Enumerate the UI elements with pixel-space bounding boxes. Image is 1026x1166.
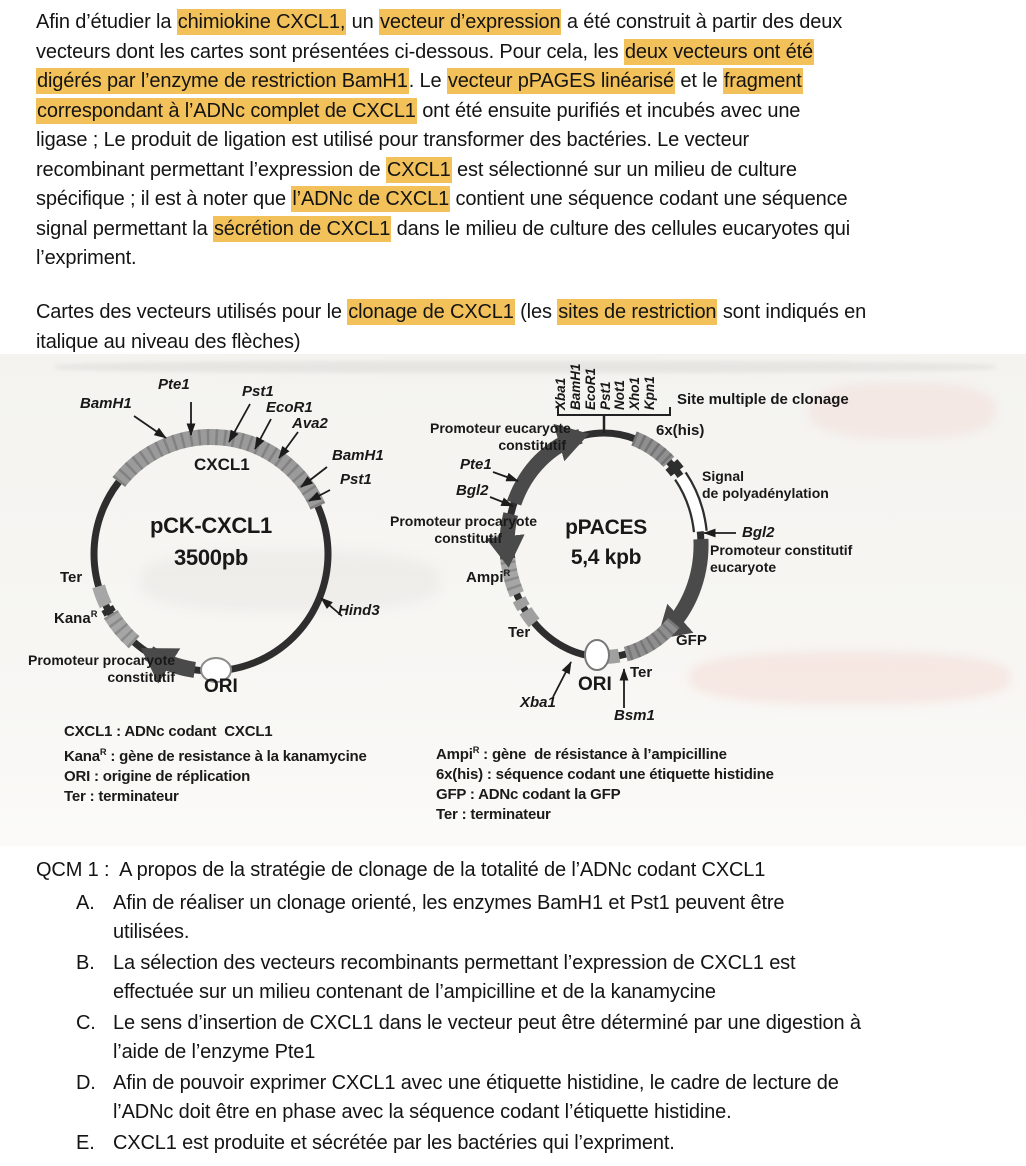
option-letter: E. xyxy=(76,1132,95,1154)
text-segment: Kana xyxy=(64,748,100,765)
highlighted-text: fragment xyxy=(723,70,802,92)
junction-tick xyxy=(671,465,677,472)
signal-line-1: Signal xyxy=(702,468,745,484)
highlighted-text: sécrétion de CXCL1 xyxy=(213,217,391,240)
text-segment: spécifique ; il est à noter que xyxy=(36,188,292,210)
feature-label-ter-bottom: Ter xyxy=(630,664,653,681)
feature-label-ori: ORI xyxy=(204,676,238,697)
feature-label-his-tag: 6x(his) xyxy=(656,422,705,439)
text-segment: signal permettant la xyxy=(36,217,213,240)
junction-tick xyxy=(107,608,110,613)
pointer-ava2 xyxy=(279,432,298,458)
feature-label-prokaryotic-promoter xyxy=(28,652,175,685)
text-line: l’ADNc doit être en phase avec la séquence codant l’étiquette histidine. xyxy=(113,1101,732,1123)
highlighted-text: CXCL1 xyxy=(386,158,451,181)
ori-notch xyxy=(585,640,609,670)
option-text xyxy=(113,889,988,947)
mcs-site-pst1: Pst1 xyxy=(598,381,613,410)
option-text xyxy=(113,1009,988,1067)
feature-label-polya-signal xyxy=(702,468,829,501)
text-line: La sélection des vecteurs recombinants permettant l’expression de CXCL1 est xyxy=(113,952,796,974)
highlighted-text: vecteur d’expression xyxy=(380,11,561,33)
text-line: l’aide de l’enzyme Pte1 xyxy=(113,1041,316,1063)
highlighted-text: deux vecteurs ont été xyxy=(624,40,813,63)
mcs-site-kpn1: Kpn1 xyxy=(642,376,657,410)
option-letter: A. xyxy=(76,892,95,914)
text-line xyxy=(436,805,916,825)
terminator-left-segment xyxy=(526,611,535,623)
text-line xyxy=(36,156,988,186)
mcs-site-labels xyxy=(553,363,657,411)
mcs-site-not1: Not1 xyxy=(612,380,627,410)
qcm-section xyxy=(36,856,988,1160)
figure-caption xyxy=(36,297,1001,357)
site-label-ecor1: EcoR1 xyxy=(266,399,313,416)
promoter-line-2: constitutif xyxy=(434,529,502,546)
text-line xyxy=(36,327,1001,357)
text-segment: R xyxy=(99,747,107,757)
site-label-ava2: Ava2 xyxy=(292,415,328,432)
site-label-bamh1-right: BamH1 xyxy=(332,447,384,464)
text-segment: : gène de résistance à l’ampicilline xyxy=(479,746,727,763)
text-line xyxy=(36,126,988,156)
text-line: utilisées. xyxy=(113,921,190,943)
text-segment: Kana xyxy=(54,610,91,627)
left-plasmid-legend xyxy=(64,722,424,807)
text-segment: a été construit à partir des deux xyxy=(561,11,843,33)
text-line: effectuée sur un milieu contenant de l’ampicilline et de la kanamycine xyxy=(113,981,716,1003)
text-segment: GFP : ADNc codant la GFP xyxy=(436,786,621,803)
text-line xyxy=(36,185,988,215)
text-segment: contient une séquence codant une séquence xyxy=(450,188,848,210)
text-segment: est sélectionné sur un milieu de culture xyxy=(451,158,797,181)
text-line xyxy=(436,765,916,785)
text-line xyxy=(436,785,916,805)
pointer-xba1 xyxy=(553,662,571,697)
text-segment: (les xyxy=(514,301,558,323)
text-segment: Ter : terminateur xyxy=(64,788,179,805)
option-letter: C. xyxy=(76,1012,96,1034)
text-segment: vecteurs dont les cartes sont présentées ci-dessous. Pour cela, les xyxy=(36,40,624,63)
right-plasmid-legend xyxy=(436,740,916,825)
small-gray-segment xyxy=(519,599,524,607)
site-label-bgl2-left: Bgl2 xyxy=(456,482,489,499)
site-label-pst1-top: Pst1 xyxy=(242,383,274,400)
promoter-line-1: Promoteur procaryote xyxy=(390,513,538,529)
promoter-line-2: eucaryote xyxy=(710,558,777,575)
text-segment: Afin d’étudier la xyxy=(36,11,177,33)
qcm-option-e xyxy=(76,1129,988,1158)
text-segment: et le xyxy=(675,70,723,92)
pointer-bamh1-left xyxy=(134,416,166,438)
feature-label-ter: Ter xyxy=(60,569,83,586)
text-segment: dans le milieu de culture des cellules eucaryotes qui xyxy=(391,217,851,240)
promoter-line-1: Promoteur procaryote xyxy=(28,652,176,668)
feature-label-prokaryotic-promoter xyxy=(390,513,538,546)
mcs-title: Site multiple de clonage xyxy=(677,391,849,408)
text-line: Afin de réaliser un clonage orienté, les enzymes BamH1 et Pst1 peuvent être xyxy=(113,892,785,914)
option-text xyxy=(113,1069,988,1127)
option-letter: D. xyxy=(76,1072,96,1094)
feature-label-ori: ORI xyxy=(578,674,612,695)
terminator-segment xyxy=(99,586,106,605)
text-line xyxy=(36,215,988,245)
text-segment: recombinant permettant l’expression de xyxy=(36,158,386,181)
qcm-title: QCM 1 : A propos de la stratégie de clonage de la totalité de l’ADNc codant CXCL1 xyxy=(36,859,766,881)
text-segment: Ampi xyxy=(436,746,473,763)
text-segment: l’expriment. xyxy=(36,247,137,269)
qcm-option-a xyxy=(76,889,988,947)
qcm-option-d xyxy=(76,1069,988,1127)
intro-paragraph xyxy=(36,8,988,274)
text-line xyxy=(36,38,988,68)
highlighted-text: l’ADNc de CXCL1 xyxy=(292,188,450,210)
text-segment: ligase ; Le produit de ligation est utilisé pour transformer des bactéries. Le vecteur xyxy=(36,129,750,151)
signal-line-2: de polyadénylation xyxy=(702,484,829,501)
text-segment: R xyxy=(90,609,98,619)
feature-label-gfp: GFP xyxy=(676,632,707,649)
highlighted-text: sites de restriction xyxy=(558,301,717,323)
text-segment: R xyxy=(503,568,511,578)
mcs-site-xho1: Xho1 xyxy=(627,376,642,410)
qcm-option-b xyxy=(76,949,988,1007)
text-line xyxy=(64,767,424,787)
text-line xyxy=(436,740,916,765)
feature-label-ampi xyxy=(466,568,510,587)
site-label-hind3: Hind3 xyxy=(338,602,380,619)
site-label-bamh1-left: BamH1 xyxy=(80,395,132,412)
text-segment: . Le xyxy=(408,70,447,92)
site-label-xba1: Xba1 xyxy=(520,694,556,711)
site-label-pst1-right: Pst1 xyxy=(340,471,372,488)
highlighted-text: clonage de CXCL1 xyxy=(348,301,514,323)
option-text xyxy=(113,1129,988,1158)
option-letter: B. xyxy=(76,952,95,974)
text-line xyxy=(64,742,424,767)
text-segment: Ter : terminateur xyxy=(436,806,551,823)
mcs-site-xba1: Xba1 xyxy=(553,377,568,410)
highlighted-text: digérés par l’enzyme de restriction BamH1 xyxy=(37,70,408,92)
text-segment: : gène de resistance à la kanamycine xyxy=(106,748,367,765)
feature-label-constitutive-promoter xyxy=(710,542,852,575)
highlighted-text: correspondant à l’ADNc complet de CXCL1 xyxy=(37,99,416,122)
pointer-pte1 xyxy=(493,472,518,481)
mcs-site-bamh1: BamH1 xyxy=(568,363,583,410)
text-line: CXCL1 est produite et sécrétée par les bactéries qui l’expriment. xyxy=(113,1132,675,1154)
qcm-option-c xyxy=(76,1009,988,1067)
gene-label-cxcl1: CXCL1 xyxy=(194,455,250,474)
text-line xyxy=(64,787,424,807)
text-segment: R xyxy=(472,745,480,755)
plasmid-size: 5,4 kpb xyxy=(570,546,642,569)
option-text xyxy=(113,949,988,1007)
mcs-site-ecor1: EcoR1 xyxy=(583,367,598,410)
site-label-pte1: Pte1 xyxy=(158,376,190,393)
promoter-line-1: Promoteur eucaryote xyxy=(430,420,571,436)
text-segment: un xyxy=(346,11,380,33)
text-line xyxy=(36,8,988,38)
text-segment: 6x(his) : séquence codant une étiquette histidine xyxy=(436,766,774,783)
text-segment: italique au niveau des flèches) xyxy=(36,331,301,353)
text-line xyxy=(36,97,988,127)
text-line: Le sens d’insertion de CXCL1 dans le vecteur peut être déterminé par une digestion à xyxy=(113,1012,861,1034)
promoter-line-2: constitutif xyxy=(498,436,566,453)
text-segment: Ampi xyxy=(466,569,504,586)
text-line: Afin de pouvoir exprimer CXCL1 avec une étiquette histidine, le cadre de lecture de xyxy=(113,1072,839,1094)
text-line xyxy=(36,297,1001,327)
text-line xyxy=(36,244,988,274)
site-label-bgl2-right: Bgl2 xyxy=(742,524,775,541)
text-segment: ont été ensuite purifiés et incubés avec une xyxy=(416,99,801,122)
plasmid-name: pCK-CXCL1 xyxy=(150,513,272,538)
text-line xyxy=(36,67,988,97)
text-line xyxy=(64,722,424,742)
highlighted-text: chimiokine CXCL1, xyxy=(177,11,346,33)
feature-label-eukaryotic-promoter xyxy=(430,420,571,453)
site-label-bsm1: Bsm1 xyxy=(614,707,655,724)
feature-label-kana xyxy=(54,609,97,628)
text-segment: CXCL1 : ADNc codant CXCL1 xyxy=(64,723,273,740)
highlighted-text: vecteur pPAGES linéarisé xyxy=(447,70,674,92)
text-segment: ORI : origine de réplication xyxy=(64,768,251,785)
site-label-pte1: Pte1 xyxy=(460,456,492,473)
text-segment: sont indiqués en xyxy=(717,301,867,323)
promoter-line-1: Promoteur constitutif xyxy=(710,542,853,558)
promoter-line-2: constitutif xyxy=(107,668,175,685)
feature-label-ter-left: Ter xyxy=(508,624,531,641)
plasmid-name: pPACES xyxy=(565,516,647,539)
plasmid-size: 3500pb xyxy=(173,545,249,570)
text-segment: Cartes des vecteurs utilisés pour le xyxy=(36,301,348,323)
